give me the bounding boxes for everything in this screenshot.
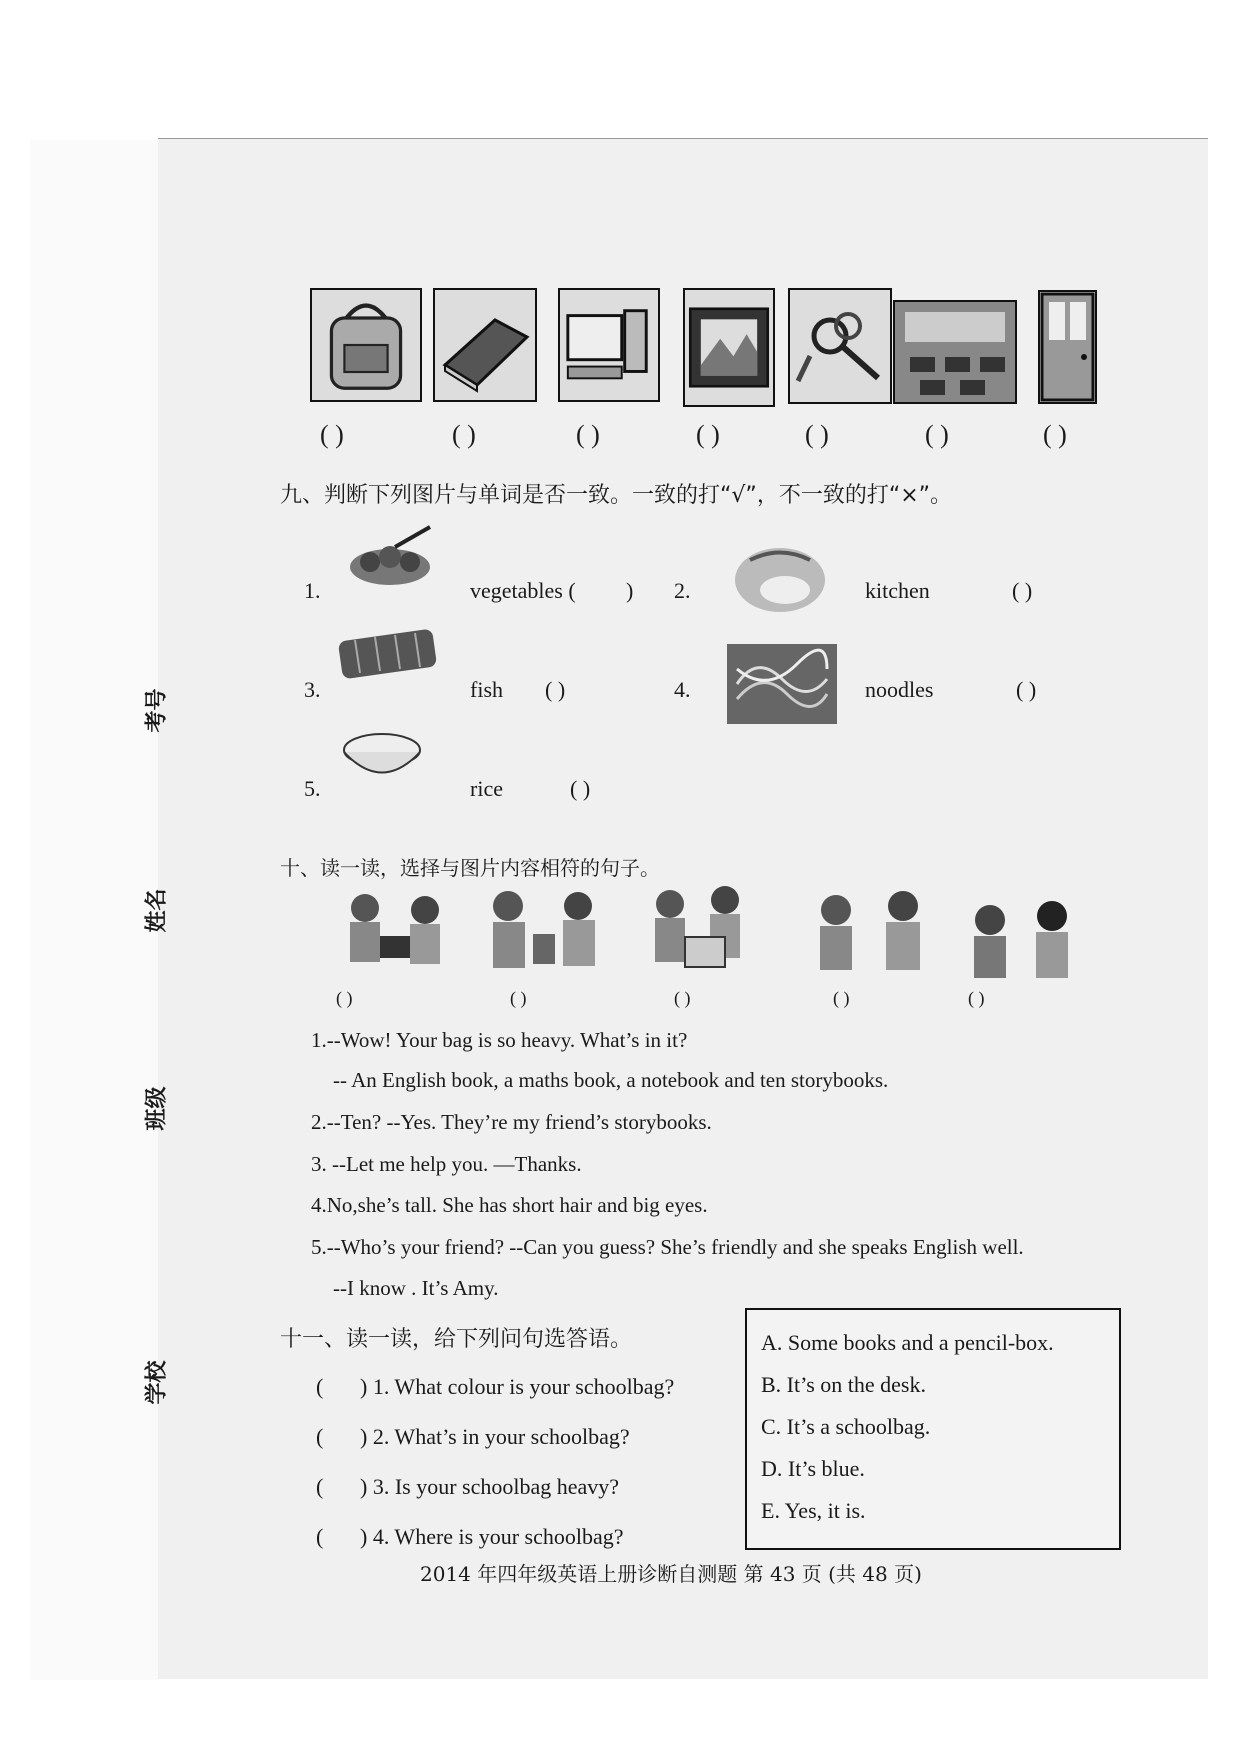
s11-question: ) 3. Is your schoolbag heavy? (360, 1474, 620, 1499)
s9-item-word: noodles (865, 677, 934, 702)
s11-question: ) 4. Where is your schoolbag? (360, 1524, 624, 1549)
s11-question: ) 1. What colour is your schoolbag? (360, 1374, 675, 1399)
keys-icon (788, 288, 892, 404)
scene-2-icon (478, 884, 618, 976)
vegetables-icon (340, 522, 440, 590)
answer-option: B. It’s on the desk. (761, 1372, 926, 1397)
fish-icon (335, 625, 440, 683)
answer-option: A. Some books and a pencil-box. (761, 1330, 1054, 1355)
s9-item-paren[interactable]: ( ) (1016, 677, 1037, 702)
rice-bowl-icon (340, 728, 425, 786)
scene-3-icon (640, 882, 758, 978)
s11-paren[interactable]: ( (316, 1474, 324, 1499)
s10-line: --I know . It’s Amy. (333, 1276, 499, 1300)
s11-paren[interactable]: ( (316, 1374, 324, 1399)
answer-option: D. It’s blue. (761, 1456, 865, 1481)
answer-options-box (745, 1308, 1121, 1550)
s9-item-paren[interactable]: ( ) (545, 677, 566, 702)
s9-item-paren[interactable]: ( ) (1012, 578, 1033, 603)
s9-item-word: vegetables ( (470, 578, 576, 603)
s9-item-word: kitchen (865, 578, 930, 603)
s9-item-word: fish (470, 677, 503, 702)
side-label-exam-no: 考号 (144, 688, 170, 733)
section9-heading: 九、判断下列图片与单词是否一致。一致的打“√”，不一致的打“×”。 (280, 483, 953, 508)
s11-paren[interactable]: ( (316, 1424, 324, 1449)
s9-item-paren-close: ) (626, 578, 634, 603)
picture-icon (683, 288, 775, 407)
s9-item-num: 5. (304, 776, 321, 801)
s10-paren[interactable]: ( ) (833, 988, 850, 1008)
answer-paren[interactable]: ( ) (320, 420, 344, 449)
classroom-icon (893, 300, 1017, 404)
s10-line: 5.--Who’s your friend? --Can you guess? She’s friendly and she speaks English well. (311, 1235, 1024, 1259)
s10-paren[interactable]: ( ) (336, 988, 353, 1008)
answer-paren[interactable]: ( ) (925, 420, 949, 449)
s9-item-num: 3. (304, 677, 321, 702)
s10-paren[interactable]: ( ) (968, 988, 985, 1008)
answer-paren[interactable]: ( ) (1043, 420, 1067, 449)
scene-5-icon (960, 898, 1080, 982)
s11-paren[interactable]: ( (316, 1524, 324, 1549)
s9-item-word: rice (470, 776, 503, 801)
s9-item-num: 1. (304, 578, 321, 603)
s11-question: ) 2. What’s in your schoolbag? (360, 1424, 630, 1449)
kitchen-icon (730, 540, 830, 615)
s10-line: -- An English book, a maths book, a notebook and ten storybooks. (333, 1068, 889, 1092)
s10-line: 1.--Wow! Your bag is so heavy. What’s in it? (311, 1028, 688, 1052)
section10-heading: 十、读一读，选择与图片内容相符的句子。 (280, 856, 660, 880)
answer-option: C. It’s a schoolbag. (761, 1414, 931, 1439)
page-footer: 2014 年四年级英语上册诊断自测题 第 43 页 (共 48 页) (420, 1562, 922, 1586)
side-label-name: 姓名 (144, 888, 170, 933)
schoolbag-icon (310, 288, 422, 402)
noodles-icon (727, 644, 837, 724)
s10-line: 2.--Ten? --Yes. They’re my friend’s storybooks. (311, 1110, 712, 1134)
s9-item-num: 2. (674, 578, 691, 603)
scene-1-icon (330, 888, 460, 976)
answer-paren[interactable]: ( ) (576, 420, 600, 449)
s9-item-num: 4. (674, 677, 691, 702)
computer-icon (558, 288, 660, 402)
side-label-class: 班级 (144, 1086, 170, 1131)
book-icon (433, 288, 537, 402)
answer-paren[interactable]: ( ) (805, 420, 829, 449)
answer-paren[interactable]: ( ) (452, 420, 476, 449)
door-icon (1038, 290, 1097, 404)
scene-4-icon (808, 886, 938, 976)
s10-line: 3. --Let me help you. —Thanks. (311, 1152, 582, 1176)
section11-heading: 十一、读一读，给下列问句选答语。 (280, 1327, 633, 1352)
s9-item-paren[interactable]: ( ) (570, 776, 591, 801)
s10-line: 4.No,she’s tall. She has short hair and big eyes. (311, 1193, 708, 1217)
s10-paren[interactable]: ( ) (674, 988, 691, 1008)
answer-paren[interactable]: ( ) (696, 420, 720, 449)
s10-paren[interactable]: ( ) (510, 988, 527, 1008)
answer-option: E. Yes, it is. (761, 1498, 866, 1523)
side-label-school: 学校 (144, 1360, 170, 1405)
